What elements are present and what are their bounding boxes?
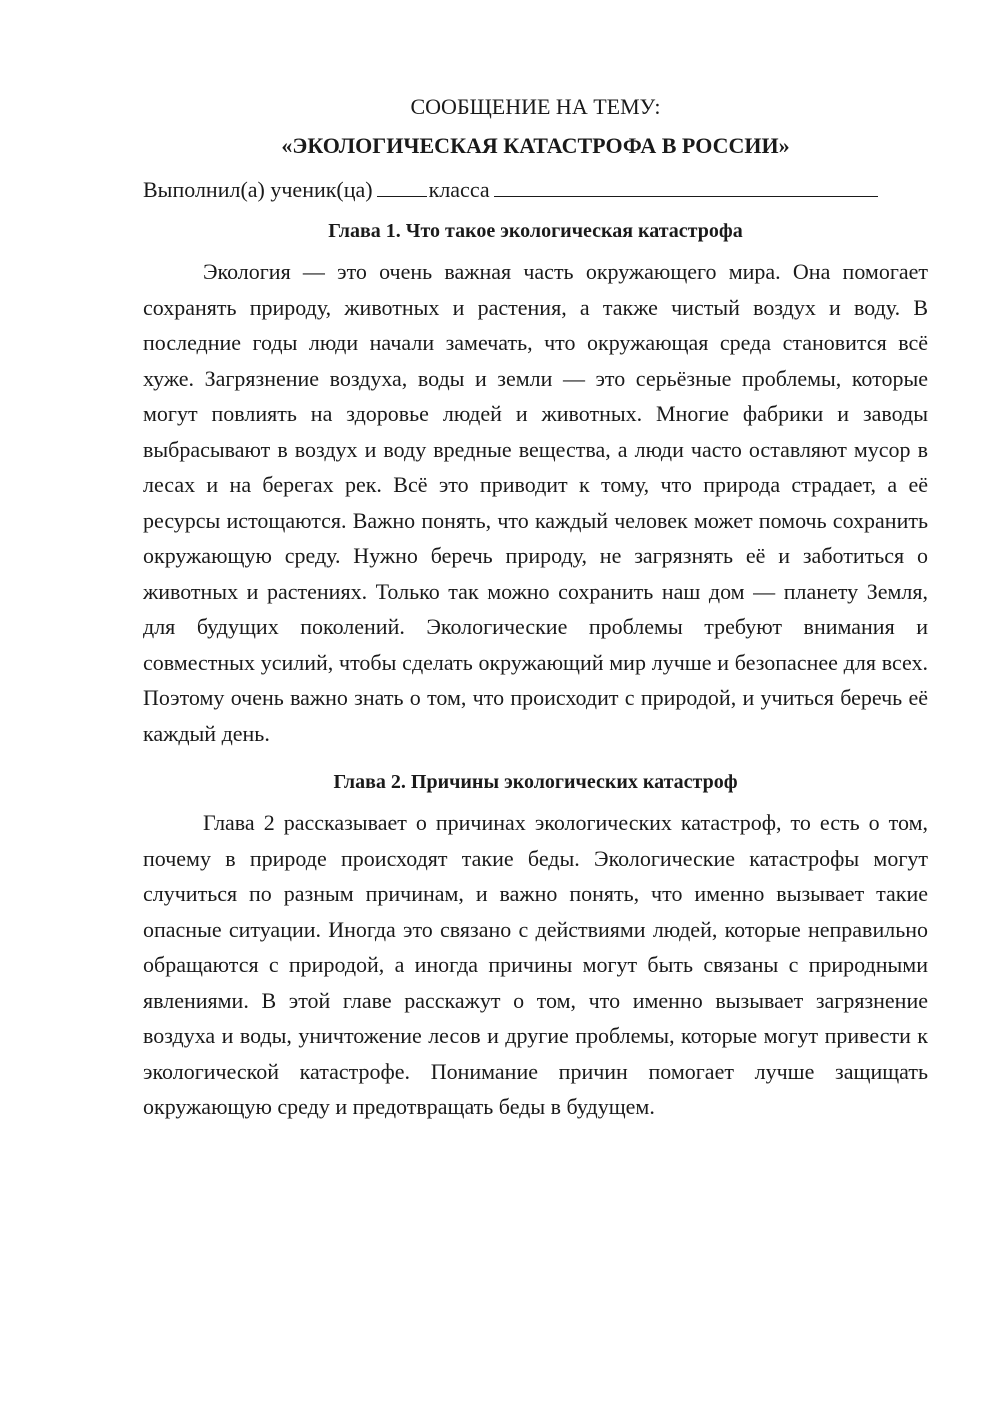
document-title: «ЭКОЛОГИЧЕСКАЯ КАТАСТРОФА В РОССИИ» [281,133,790,158]
chapter-2-heading: Глава 2. Причины экологических катастроф [333,771,738,793]
chapter-1-body: Экология — это очень важная часть окружающего мира. Она помогает сохранять природу, животных и растения, а также чистый воздух и воду. В последние годы люди начали замечать, что окружающая среда становится всё хуже. Загрязнение воздуха, воды и земли — это серьёзные проблемы, которые могут повлиять на здоровье людей и животных. Многие фабрики и заводы выбрасывают в воздух и воду вредные вещества, а люди часто оставляют мусор в лесах и на берегах рек. Всё это приводит к тому, что природа страдает, а её ресурсы истощаются. Важно понять, что каждый человек может помочь сохранить окружающую среду. Нужно беречь природу, не загрязнять её и заботиться о животных и растениях. Только так можно сохранить наш дом — планету Земля, для будущих поколений. Экологические проблемы требуют внимания и совместных усилий, чтобы сделать окружающий мир лучше и безопаснее для всех. Поэтому очень важно знать о том, что происходит с природой, и учиться беречь её каждый день. [143,259,928,746]
document-page [143,92,928,1125]
student-name-blank [494,176,878,197]
student-label: Выполнил(а) ученик(ца) [143,177,373,202]
chapter-2-body: Глава 2 рассказывает о причинах экологических катастроф, то есть о том, почему в природе происходят такие беды. Экологические катастрофы могут случиться по разным причинам, и важно понять, что именно вызывает такие опасные ситуации. Иногда это связано с действиями людей, которые неправильно обращаются с природой, а иногда причины могут быть связаны с природными явлениями. В этой главе расскажут о том, что именно вызывает загрязнение воздуха и воды, уничтожение лесов и другие проблемы, которые могут привести к экологической катастрофе. Понимание причин помогает лучше защищать окружающую среду и предотвращать беды в будущем. [143,810,928,1119]
class-label: класса [428,177,490,202]
chapter-1-heading: Глава 1. Что такое экологическая катастрофа [328,220,743,242]
byline [143,175,928,205]
class-number-blank [377,176,427,197]
document-header-line: СООБЩЕНИЕ НА ТЕМУ: [410,94,661,119]
